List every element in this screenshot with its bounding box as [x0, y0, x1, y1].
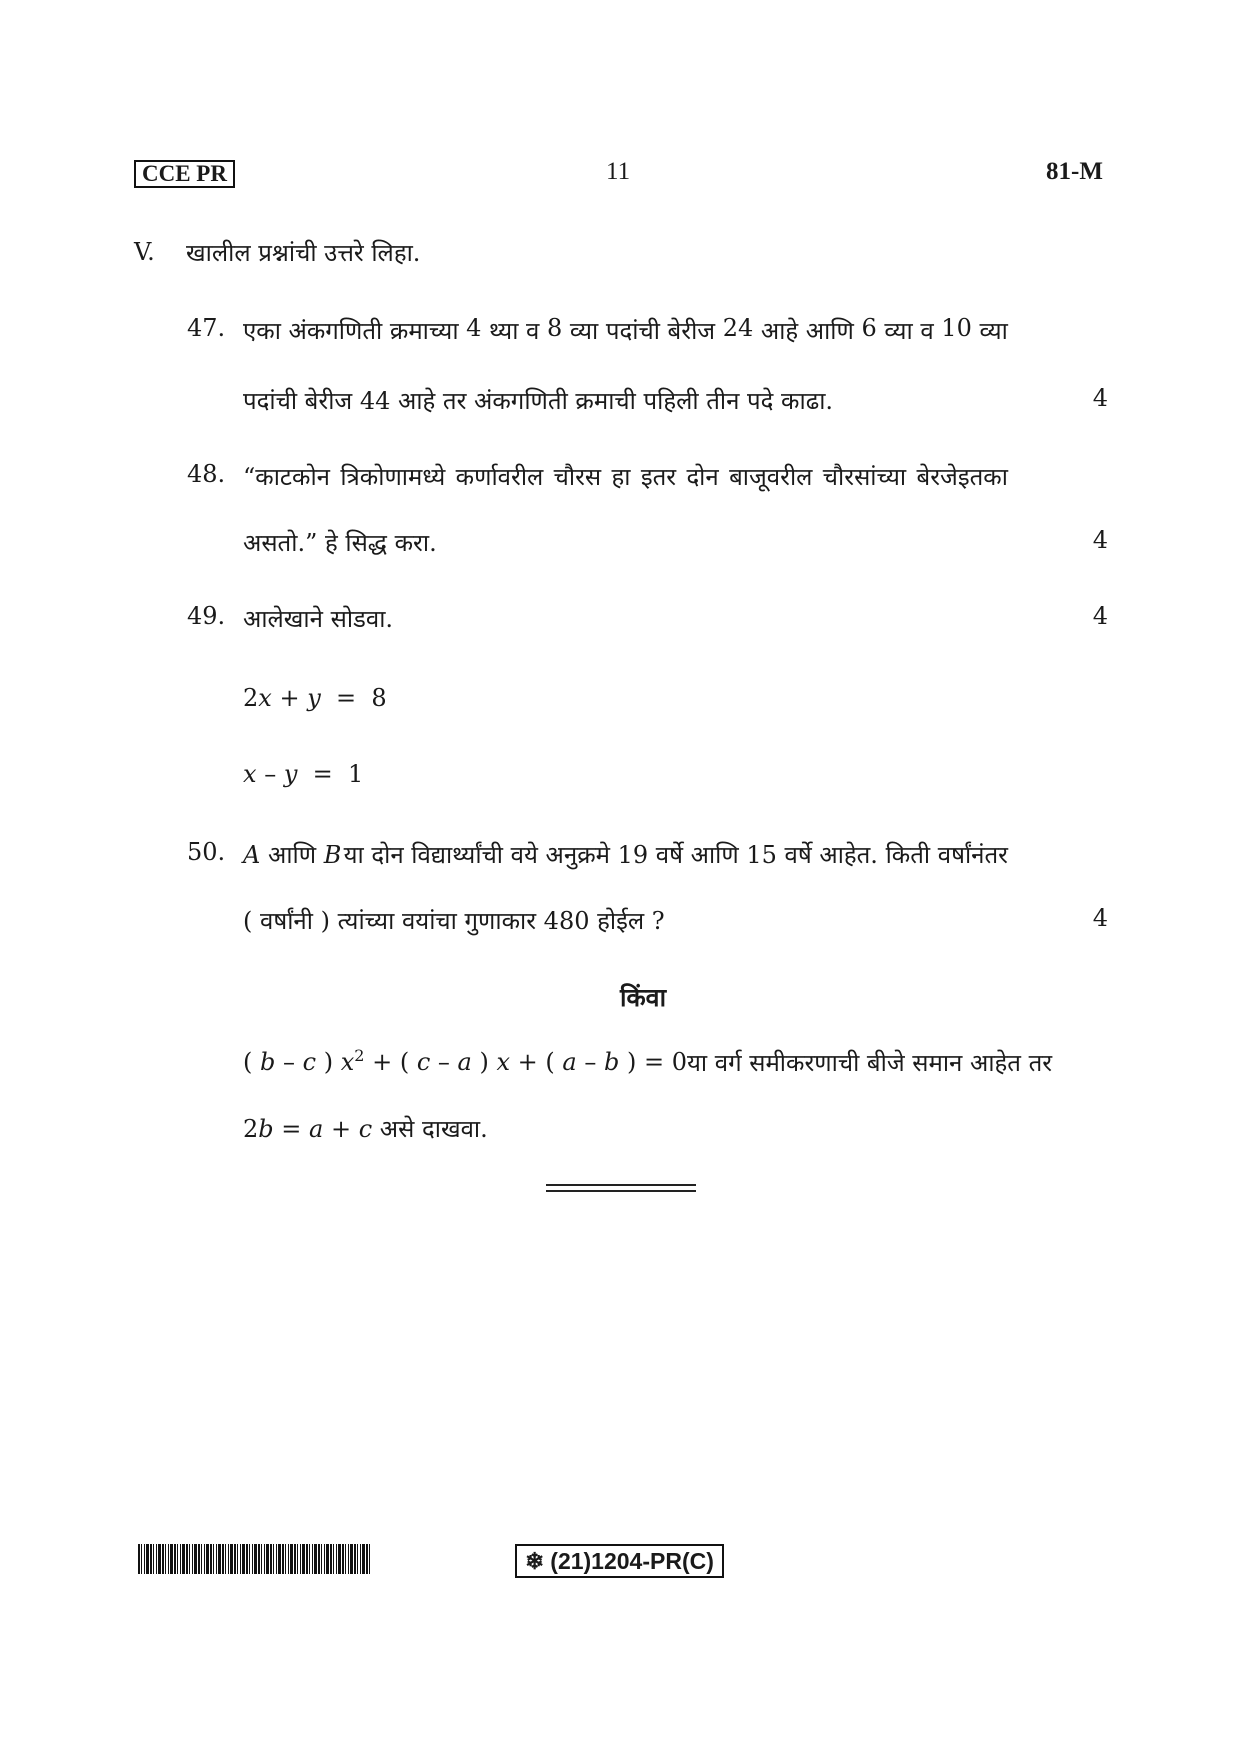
or-separator: किंवा: [620, 983, 667, 1012]
constant: 8: [371, 684, 387, 712]
equation-2: [243, 760, 363, 788]
word: इतर: [640, 463, 677, 491]
word: कर्णावरील: [455, 463, 544, 491]
variable-y: y: [283, 760, 298, 788]
word: 10: [941, 314, 972, 342]
word: व: [920, 317, 934, 345]
word: अंकगणिती: [288, 317, 383, 345]
question-47-marks: 4: [1092, 384, 1108, 412]
word: बेरजेइतका: [916, 463, 1008, 491]
coefficient: 2: [243, 1115, 259, 1143]
word: “काटकोन: [243, 463, 330, 491]
word: हा: [611, 463, 631, 491]
question-50-number: 50.: [187, 838, 226, 866]
word: पदांची: [605, 317, 660, 345]
question-47-line-1: [243, 314, 1008, 347]
footer-code: (21)1204-PR(C): [550, 1548, 714, 1574]
word: आहे: [760, 317, 799, 345]
word: व: [526, 317, 540, 345]
variable-a: a: [309, 1115, 324, 1143]
constant: 1: [348, 760, 364, 788]
operator: +: [279, 684, 300, 712]
equals-sign: =: [273, 1115, 310, 1143]
word: 24: [722, 314, 754, 342]
equals-sign: =: [336, 684, 357, 712]
word: त्रिकोणामध्ये: [340, 463, 446, 491]
word: बेरीज: [667, 317, 716, 345]
question-47-line-2: पदांची बेरीज 44 आहे तर अंकगणिती क्रमाची पहिली तीन पदे काढा.: [243, 387, 834, 415]
equals-sign: =: [312, 760, 333, 788]
word: 6: [861, 314, 877, 342]
question-50-line-1-start: [243, 838, 341, 871]
question-48-line-1: [243, 460, 1008, 493]
variable-b: B: [323, 841, 342, 869]
operator: –: [264, 760, 277, 788]
end-rule-top: [546, 1184, 696, 1186]
question-48-marks: 4: [1092, 526, 1108, 554]
question-50-marks: 4: [1092, 904, 1108, 932]
word: व्या: [569, 317, 599, 345]
subject-code: 81-M: [1046, 158, 1103, 185]
word: व्या: [979, 317, 1008, 345]
header-code: CCE PR: [134, 160, 235, 188]
question-50-line-2: ( वर्षांनी ) त्यांच्या वयांचा गुणाकार 480 होईल ?: [243, 907, 665, 935]
question-48-line-2: असतो.” हे सिद्ध करा.: [243, 529, 437, 557]
relation-expression: [243, 1115, 372, 1143]
question-47-number: 47.: [187, 314, 226, 342]
word: बाजूवरील: [729, 463, 813, 491]
operator: +: [323, 1115, 359, 1143]
word: चौरसांच्या: [822, 463, 907, 491]
variable-c: c: [358, 1115, 373, 1143]
word: एका: [243, 317, 281, 345]
alternative-line-1-rest: या वर्ग समीकरणाची बीजे समान आहेत तर: [686, 1049, 1053, 1077]
alternative-line-2-rest: असे दाखवा.: [372, 1115, 488, 1143]
question-50-line-1-rest: या दोन विद्यार्थ्यांची वये अनुक्रमे 19 वर्षे आणि 15 वर्षे आहेत. किती वर्षांनंतर: [343, 841, 1008, 869]
barcode: [138, 1544, 372, 1574]
word: व्या: [884, 317, 913, 345]
question-49-text: आलेखाने सोडवा.: [243, 605, 394, 633]
snowflake-icon: ❄: [525, 1548, 545, 1574]
page-number: 11: [606, 158, 631, 185]
variable-x: x: [243, 760, 257, 788]
question-49-number: 49.: [187, 602, 226, 630]
coefficient: 2: [243, 684, 259, 712]
quadratic-equation: ( b – c ) $x^2$ + ( c – a ) x + ( a – b ) = 0: [243, 1046, 687, 1076]
section-label: V.: [134, 238, 155, 266]
end-rule-bottom: [546, 1190, 696, 1192]
question-49-marks: 4: [1092, 602, 1108, 630]
alternative-line-2: [243, 1112, 488, 1145]
word: 4: [466, 314, 482, 342]
variable-b: b: [258, 1115, 274, 1143]
equation-1: [243, 684, 387, 712]
alternative-line-1: [243, 1046, 1053, 1079]
question-50-line-1: [243, 838, 1008, 871]
word: थ्या: [489, 317, 519, 345]
variable-a: A: [243, 841, 261, 869]
footer-code-box: [515, 1544, 724, 1578]
word: दोन: [686, 463, 719, 491]
word: चौरस: [553, 463, 602, 491]
conjunction: आणि: [267, 841, 317, 869]
section-instruction: खालील प्रश्नांची उत्तरे लिहा.: [186, 239, 421, 267]
variable-x: x: [258, 684, 272, 712]
word: 8: [547, 314, 563, 342]
word: क्रमाच्या: [389, 317, 459, 345]
question-48-number: 48.: [187, 460, 226, 488]
word: आणि: [805, 317, 854, 345]
variable-y: y: [307, 684, 321, 712]
